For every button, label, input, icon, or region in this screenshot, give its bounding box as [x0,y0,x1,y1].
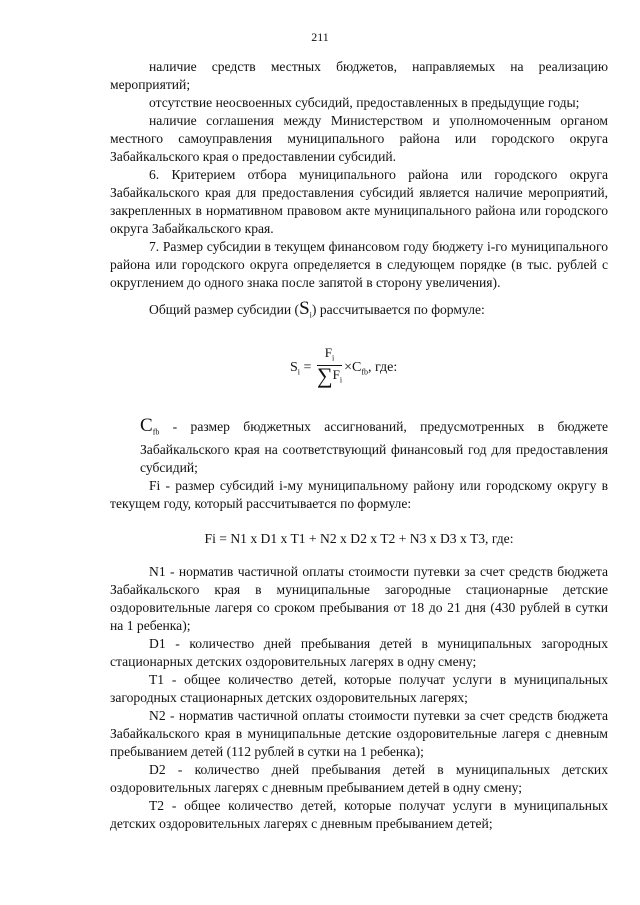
formula1-intro: Общий размер субсидии $(S_i)$ рассчитывается по формуле: [149,298,485,320]
subsidy-formula: $S_i$ = $\frac{F_i}{\sum F_i}$ $\times C_{fb}$, где: [290,344,398,389]
page-number: 211 [311,30,329,44]
paragraph-agreement: наличие соглашения между Министерством и уполномоченным органом местного самоуправления муниципального района или городского округа Забайкальского края о предоставлении субсидий. [110,113,608,164]
fi-definition: Fi - размер субсидий i-му муниципальному району или городскому округу в текущем году, который рассчитывается по формуле: [110,478,608,512]
paragraph-n1: N1 - норматив частичной оплаты стоимости путевки за счет средств бюджета Забайкальского края в муниципальные загородные стационарные детские оздоровительные лагеря со сроком пребывания от 18 до 21 дня (430 рублей в сутки на 1 ребенка); [110,564,608,634]
paragraph-unspent-subsidies: отсутствие неосвоенных субсидий, предоставленных в предыдущие годы; [149,95,580,110]
paragraph-d2: D2 - количество дней пребывания детей в муниципальных детских оздоровительных лагерях с дневным пребыванием детей в одну смену; [110,762,608,796]
cfb-definition: $C_{fb}$ - размер бюджетных ассигнований, предусмотренных в бюджете Забайкальского края на соответствующий финансовый год для предоставления субсидий; [140,414,608,476]
paragraph-criterion: 6. Критерием отбора муниципального района или городского округа Забайкальского края для предоставления субсидий является наличие мероприятий, закрепленных в нормативном правовом акте муниципального района или городского округа Забайкальского края. [110,167,608,236]
paragraph-t2: T2 - общее количество детей, которые получат услуги в муниципальных детских оздоровительных лагерях с дневным пребыванием детей; [110,798,608,832]
formula-fraction: $\frac{F_i}{\sum F_i}$ [316,344,343,389]
paragraph-t1: T1 - общее количество детей, которые получат услуги в муниципальных загородных стационарных детских оздоровительных лагерях; [110,672,608,706]
document-body [110,58,608,833]
paragraph-local-budgets: наличие средств местных бюджетов, направляемых на реализацию мероприятий; [110,59,608,92]
paragraph-subsidy-size: 7. Размер субсидии в текущем финансовом году бюджету i-го муниципального района или городского округа определяется в следующем порядке (в тыс. рублей с округлением до одного знака после запятой в сторону увеличения). [110,239,608,290]
fi-formula: Fi = N1 x D1 x T1 + N2 x D2 x T2 + N3 x D3 x T3, где: [204,531,514,547]
paragraph-d1: D1 - количество дней пребывания детей в муниципальных загородных стационарных детских оздоровительных лагерях в одну смену; [110,636,608,670]
symbol-s: S [299,298,310,319]
paragraph-n2: N2 - норматив частичной оплаты стоимости путевки за счет средств бюджета Забайкальского края в муниципальные детские оздоровительные лагеря с дневным пребыванием детей (112 рублей в сутки на 1 ребенка); [110,708,608,760]
